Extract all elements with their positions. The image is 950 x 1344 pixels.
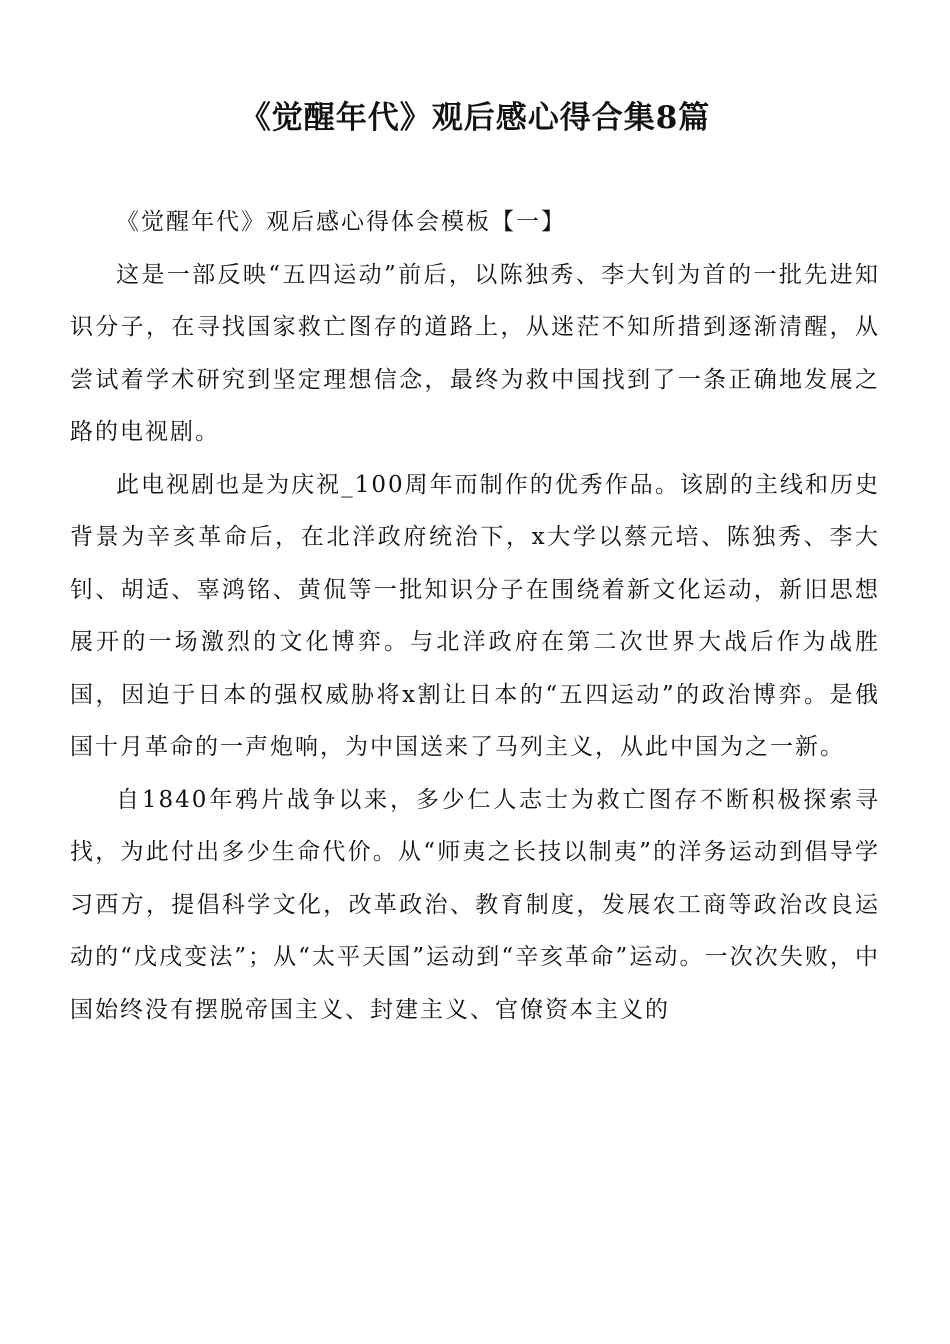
document-body [70,196,880,1036]
paragraph-1: 这是一部反映“五四运动”前后，以陈独秀、李大钊为首的一批先进知识分子，在寻找国家救亡图存的道路上，从迷茫不知所措到逐渐清醒，从尝试着学术研究到坚定理想信念，最终为救中国找到了一条正确地发展之路的电视剧。 [70,261,880,445]
paragraph-2: 此电视剧也是为庆祝_100周年而制作的优秀作品。该剧的主线和历史背景为辛亥革命后，在北洋政府统治下，x大学以蔡元培、陈独秀、李大钊、胡适、辜鸿铭、黄侃等一批知识分子在围绕着新文化运动，新旧思想展开的一场激烈的文化博弈。与北洋政府在第二次世界大战后作为战胜国，因迫于日本的强权威胁将x割让日本的“五四运动”的政治博弈。是俄国十月革命的一声炮响，为中国送来了马列主义，从此中国为之一新。 [70,471,880,760]
paragraph-3: 自1840年鸦片战争以来，多少仁人志士为救亡图存不断积极探索寻找，为此付出多少生命代价。从“师夷之长技以制夷”的洋务运动到倡导学习西方，提倡科学文化，改革政治、教育制度，发展农工商等政治改良运动的“戊戌变法”；从“太平天国”运动到“辛亥革命”运动。一次次失败，中国始终没有摆脱帝国主义、封建主义、官僚资本主义的 [70,786,880,1023]
document-title: 《觉醒年代》观后感心得合集8篇 [239,100,711,136]
section-heading: 《觉醒年代》观后感心得体会模板【一】 [116,209,566,235]
